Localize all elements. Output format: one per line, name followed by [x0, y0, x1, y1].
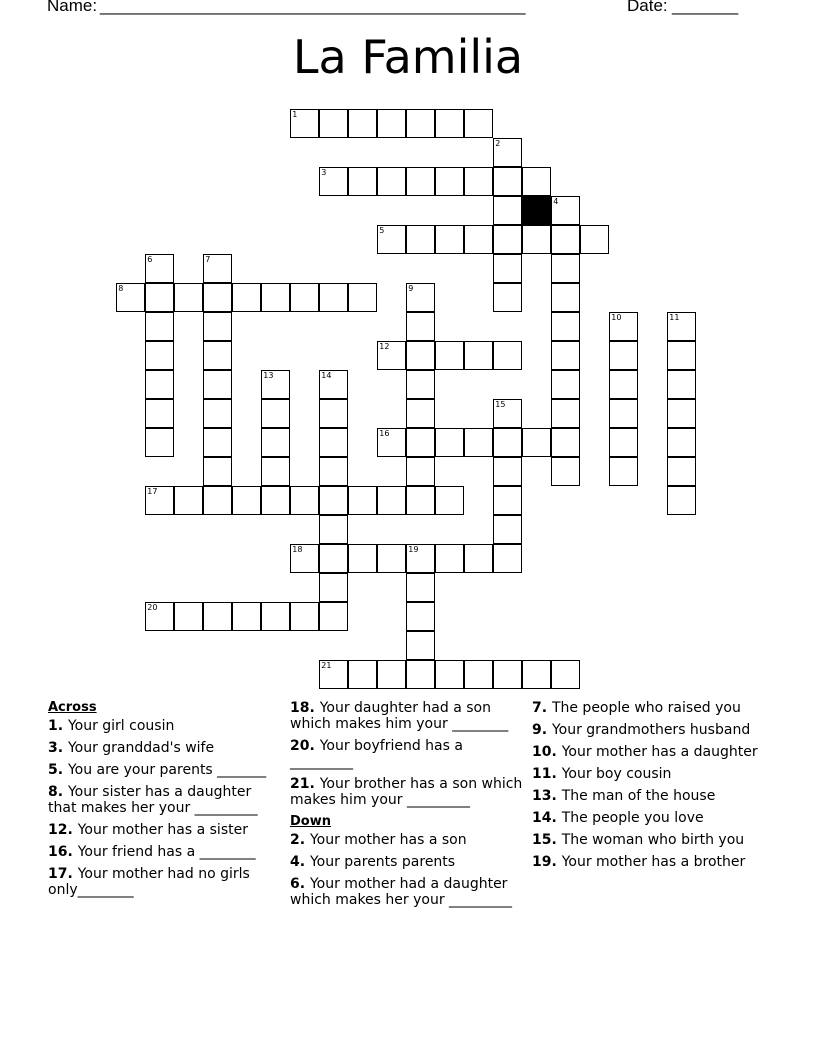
- grid-cell[interactable]: [145, 341, 174, 370]
- clue-number: 9.: [532, 722, 552, 738]
- grid-cell[interactable]: [435, 660, 464, 689]
- grid-cell[interactable]: [145, 602, 174, 631]
- grid-cell[interactable]: [667, 312, 696, 341]
- clue-text: Your mother had a daughter which makes her your _________: [290, 876, 513, 908]
- black-cell: [522, 196, 551, 225]
- grid-cell[interactable]: [435, 167, 464, 196]
- grid-cell[interactable]: [609, 428, 638, 457]
- grid-cell[interactable]: [406, 457, 435, 486]
- grid-cell[interactable]: [551, 283, 580, 312]
- grid-cell[interactable]: [232, 283, 261, 312]
- grid-cell[interactable]: [493, 167, 522, 196]
- clues-column-1: [48, 700, 278, 904]
- name-label: Name:: [47, 0, 98, 15]
- grid-cell[interactable]: [493, 457, 522, 486]
- grid-cell[interactable]: [551, 399, 580, 428]
- clue-number: 19: [408, 545, 419, 555]
- clue-text: Your mother had no girls only________: [48, 866, 250, 898]
- grid-cell[interactable]: [319, 399, 348, 428]
- grid-cell[interactable]: [667, 341, 696, 370]
- grid-cell[interactable]: [261, 428, 290, 457]
- clue-number: 10: [611, 313, 622, 323]
- grid-cell[interactable]: [406, 341, 435, 370]
- grid-cell[interactable]: [116, 283, 145, 312]
- grid-cell[interactable]: [464, 109, 493, 138]
- grid-cell[interactable]: [261, 602, 290, 631]
- clue-text: Your mother has a sister: [77, 822, 248, 838]
- clue-text: Your sister has a daughter that makes her your _________: [48, 784, 258, 816]
- clue-number: 20: [147, 603, 158, 613]
- clue-item: [290, 876, 525, 908]
- grid-cell[interactable]: [232, 602, 261, 631]
- clue-number: 7.: [532, 700, 552, 716]
- down-heading: Down: [290, 814, 331, 829]
- grid-cell[interactable]: [551, 341, 580, 370]
- grid-cell[interactable]: [348, 544, 377, 573]
- grid-cell[interactable]: [551, 457, 580, 486]
- clue-number: 10.: [532, 744, 562, 760]
- grid-cell[interactable]: [203, 428, 232, 457]
- clue-number: 8: [118, 284, 124, 294]
- clue-number: 19.: [532, 854, 562, 870]
- grid-cell[interactable]: [551, 312, 580, 341]
- clue-number: 18.: [290, 700, 320, 716]
- clue-number: 5: [379, 226, 385, 236]
- clue-text: Your granddad's wife: [67, 740, 215, 756]
- clue-text: Your grandmothers husband: [551, 722, 751, 738]
- grid-cell[interactable]: [522, 428, 551, 457]
- clue-item: [532, 722, 767, 738]
- clue-number: 21: [321, 661, 332, 671]
- grid-cell[interactable]: [319, 544, 348, 573]
- grid-cell[interactable]: [261, 370, 290, 399]
- clue-number: 1: [292, 110, 298, 120]
- grid-cell[interactable]: [203, 254, 232, 283]
- grid-cell[interactable]: [551, 370, 580, 399]
- grid-cell[interactable]: [290, 602, 319, 631]
- clue-item: [290, 776, 525, 808]
- clue-number: 20.: [290, 738, 320, 754]
- clue-number: 16.: [48, 844, 78, 860]
- grid-cell[interactable]: [609, 457, 638, 486]
- grid-cell[interactable]: [174, 486, 203, 515]
- grid-cell[interactable]: [493, 544, 522, 573]
- grid-cell[interactable]: [464, 341, 493, 370]
- grid-cell[interactable]: [522, 660, 551, 689]
- clue-text: Your parents parents: [309, 854, 456, 870]
- grid-cell[interactable]: [493, 225, 522, 254]
- grid-cell[interactable]: [290, 486, 319, 515]
- grid-cell[interactable]: [493, 399, 522, 428]
- grid-cell[interactable]: [667, 399, 696, 428]
- clue-number: 4.: [290, 854, 310, 870]
- grid-cell[interactable]: [464, 544, 493, 573]
- grid-cell[interactable]: [406, 225, 435, 254]
- grid-cell[interactable]: [319, 283, 348, 312]
- clue-number: 12: [379, 342, 390, 352]
- grid-cell[interactable]: [348, 167, 377, 196]
- clue-item: [48, 784, 278, 816]
- date-blank[interactable]: _______: [672, 0, 739, 15]
- grid-cell[interactable]: [435, 225, 464, 254]
- clue-text: Your friend has a ________: [77, 844, 256, 860]
- name-blank[interactable]: _____________________________________________: [100, 0, 526, 15]
- grid-cell[interactable]: [203, 602, 232, 631]
- grid-cell[interactable]: [145, 312, 174, 341]
- grid-cell[interactable]: [580, 225, 609, 254]
- grid-cell[interactable]: [377, 341, 406, 370]
- grid-cell[interactable]: [406, 544, 435, 573]
- grid-cell[interactable]: [493, 138, 522, 167]
- grid-cell[interactable]: [319, 167, 348, 196]
- clue-number: 8.: [48, 784, 68, 800]
- worksheet-header: [0, 0, 816, 20]
- grid-cell[interactable]: [435, 341, 464, 370]
- grid-cell[interactable]: [493, 341, 522, 370]
- grid-cell[interactable]: [435, 428, 464, 457]
- grid-cell[interactable]: [406, 660, 435, 689]
- clue-text: Your boy cousin: [561, 766, 672, 782]
- clues-column-3: [532, 700, 767, 876]
- clue-text: The people you love: [561, 810, 704, 826]
- grid-cell[interactable]: [377, 486, 406, 515]
- grid-cell[interactable]: [406, 283, 435, 312]
- clue-number: 13: [263, 371, 274, 381]
- clue-number: 18: [292, 545, 303, 555]
- clue-item: [48, 866, 278, 898]
- grid-cell[interactable]: [319, 370, 348, 399]
- date-label: Date:: [627, 0, 668, 15]
- clue-item: [48, 844, 278, 860]
- grid-cell[interactable]: [261, 399, 290, 428]
- grid-cell[interactable]: [406, 631, 435, 660]
- grid-cell[interactable]: [319, 515, 348, 544]
- clue-number: 17.: [48, 866, 78, 882]
- grid-cell[interactable]: [319, 602, 348, 631]
- grid-cell[interactable]: [464, 167, 493, 196]
- clue-number: 12.: [48, 822, 78, 838]
- grid-cell[interactable]: [609, 341, 638, 370]
- clue-number: 6: [147, 255, 153, 265]
- grid-cell[interactable]: [203, 312, 232, 341]
- grid-cell[interactable]: [145, 283, 174, 312]
- grid-cell[interactable]: [493, 283, 522, 312]
- clue-item: [532, 766, 767, 782]
- grid-cell[interactable]: [493, 660, 522, 689]
- clue-number: 2.: [290, 832, 310, 848]
- clue-item: [48, 762, 278, 778]
- clue-text: Your mother has a brother: [561, 854, 746, 870]
- grid-cell[interactable]: [464, 660, 493, 689]
- grid-cell[interactable]: [348, 283, 377, 312]
- grid-cell[interactable]: [522, 167, 551, 196]
- grid-cell[interactable]: [493, 254, 522, 283]
- grid-cell[interactable]: [406, 167, 435, 196]
- clue-text: Your brother has a son which makes him your _________: [290, 776, 523, 808]
- grid-cell[interactable]: [377, 544, 406, 573]
- grid-cell[interactable]: [377, 225, 406, 254]
- grid-cell[interactable]: [551, 660, 580, 689]
- clue-item: [290, 832, 525, 848]
- clue-number: 3: [321, 168, 327, 178]
- grid-cell[interactable]: [435, 486, 464, 515]
- clue-text: Your daughter had a son which makes him your ________: [290, 700, 509, 732]
- grid-cell[interactable]: [261, 283, 290, 312]
- grid-cell[interactable]: [406, 109, 435, 138]
- clue-number: 3.: [48, 740, 68, 756]
- clue-number: 21.: [290, 776, 320, 792]
- grid-cell[interactable]: [232, 486, 261, 515]
- grid-cell[interactable]: [667, 457, 696, 486]
- grid-cell[interactable]: [203, 283, 232, 312]
- clue-text: The woman who birth you: [561, 832, 745, 848]
- grid-cell[interactable]: [406, 486, 435, 515]
- grid-cell[interactable]: [290, 109, 319, 138]
- clue-number: 7: [205, 255, 211, 265]
- clues-column-2: [290, 700, 525, 914]
- clue-number: 5.: [48, 762, 68, 778]
- grid-cell[interactable]: [435, 109, 464, 138]
- clue-number: 6.: [290, 876, 310, 892]
- grid-cell[interactable]: [203, 341, 232, 370]
- grid-cell[interactable]: [377, 109, 406, 138]
- grid-cell[interactable]: [145, 399, 174, 428]
- grid-cell[interactable]: [609, 370, 638, 399]
- clue-number: 11.: [532, 766, 562, 782]
- grid-cell[interactable]: [406, 602, 435, 631]
- clue-text: The people who raised you: [551, 700, 741, 716]
- grid-cell[interactable]: [435, 544, 464, 573]
- grid-cell[interactable]: [174, 602, 203, 631]
- clue-item: [48, 822, 278, 838]
- grid-cell[interactable]: [551, 225, 580, 254]
- clue-item: [48, 718, 278, 734]
- clue-text: Your mother has a daughter: [561, 744, 758, 760]
- clue-number: 14.: [532, 810, 562, 826]
- grid-cell[interactable]: [551, 196, 580, 225]
- clue-item: [290, 738, 525, 770]
- grid-cell[interactable]: [406, 312, 435, 341]
- clue-number: 16: [379, 429, 390, 439]
- clue-number: 15.: [532, 832, 562, 848]
- grid-cell[interactable]: [319, 486, 348, 515]
- grid-cell[interactable]: [377, 428, 406, 457]
- grid-cell[interactable]: [145, 370, 174, 399]
- grid-cell[interactable]: [203, 370, 232, 399]
- grid-cell[interactable]: [667, 370, 696, 399]
- clue-number: 13.: [532, 788, 562, 804]
- grid-cell[interactable]: [522, 225, 551, 254]
- clue-item: [532, 700, 767, 716]
- grid-cell[interactable]: [493, 515, 522, 544]
- grid-cell[interactable]: [145, 254, 174, 283]
- grid-cell[interactable]: [667, 486, 696, 515]
- grid-cell[interactable]: [406, 399, 435, 428]
- grid-cell[interactable]: [290, 283, 319, 312]
- grid-cell[interactable]: [319, 428, 348, 457]
- grid-cell[interactable]: [493, 486, 522, 515]
- grid-cell[interactable]: [493, 428, 522, 457]
- clue-text: Your girl cousin: [67, 718, 175, 734]
- clue-number: 15: [495, 400, 506, 410]
- grid-cell[interactable]: [145, 428, 174, 457]
- clue-text: You are your parents _______: [67, 762, 267, 778]
- grid-cell[interactable]: [348, 109, 377, 138]
- grid-cell[interactable]: [406, 573, 435, 602]
- clue-item: [48, 740, 278, 756]
- clue-item: [532, 810, 767, 826]
- grid-cell[interactable]: [493, 196, 522, 225]
- across-heading: Across: [48, 700, 97, 715]
- clue-number: 2: [495, 139, 501, 149]
- grid-cell[interactable]: [319, 109, 348, 138]
- clue-number: 14: [321, 371, 332, 381]
- clue-text: Your mother has a son: [309, 832, 467, 848]
- clue-item: [532, 854, 767, 870]
- clue-item: [290, 854, 525, 870]
- clue-text: The man of the house: [561, 788, 716, 804]
- clue-text: Your boyfriend has a _________: [290, 738, 463, 770]
- grid-cell[interactable]: [609, 312, 638, 341]
- clue-item: [532, 788, 767, 804]
- grid-cell[interactable]: [464, 225, 493, 254]
- grid-cell[interactable]: [464, 428, 493, 457]
- grid-cell[interactable]: [203, 457, 232, 486]
- grid-cell[interactable]: [319, 457, 348, 486]
- grid-cell[interactable]: [609, 399, 638, 428]
- grid-cell[interactable]: [377, 167, 406, 196]
- clue-number: 17: [147, 487, 158, 497]
- clue-item: [532, 744, 767, 760]
- grid-cell[interactable]: [377, 660, 406, 689]
- grid-cell[interactable]: [348, 486, 377, 515]
- clue-number: 4: [553, 197, 559, 207]
- grid-cell[interactable]: [406, 428, 435, 457]
- grid-cell[interactable]: [406, 370, 435, 399]
- grid-cell[interactable]: [261, 486, 290, 515]
- grid-cell[interactable]: [667, 428, 696, 457]
- grid-cell[interactable]: [290, 544, 319, 573]
- clue-item: [532, 832, 767, 848]
- grid-cell[interactable]: [261, 457, 290, 486]
- grid-cell[interactable]: [551, 428, 580, 457]
- clue-number: 9: [408, 284, 414, 294]
- grid-cell[interactable]: [348, 660, 377, 689]
- clue-number: 11: [669, 313, 680, 323]
- grid-cell[interactable]: [319, 573, 348, 602]
- grid-cell[interactable]: [145, 486, 174, 515]
- clue-number: 1.: [48, 718, 68, 734]
- clue-item: [290, 700, 525, 732]
- grid-cell[interactable]: [203, 486, 232, 515]
- grid-cell[interactable]: [551, 254, 580, 283]
- grid-cell[interactable]: [174, 283, 203, 312]
- grid-cell[interactable]: [203, 399, 232, 428]
- grid-cell[interactable]: [319, 660, 348, 689]
- page-title: La Familia: [292, 30, 524, 84]
